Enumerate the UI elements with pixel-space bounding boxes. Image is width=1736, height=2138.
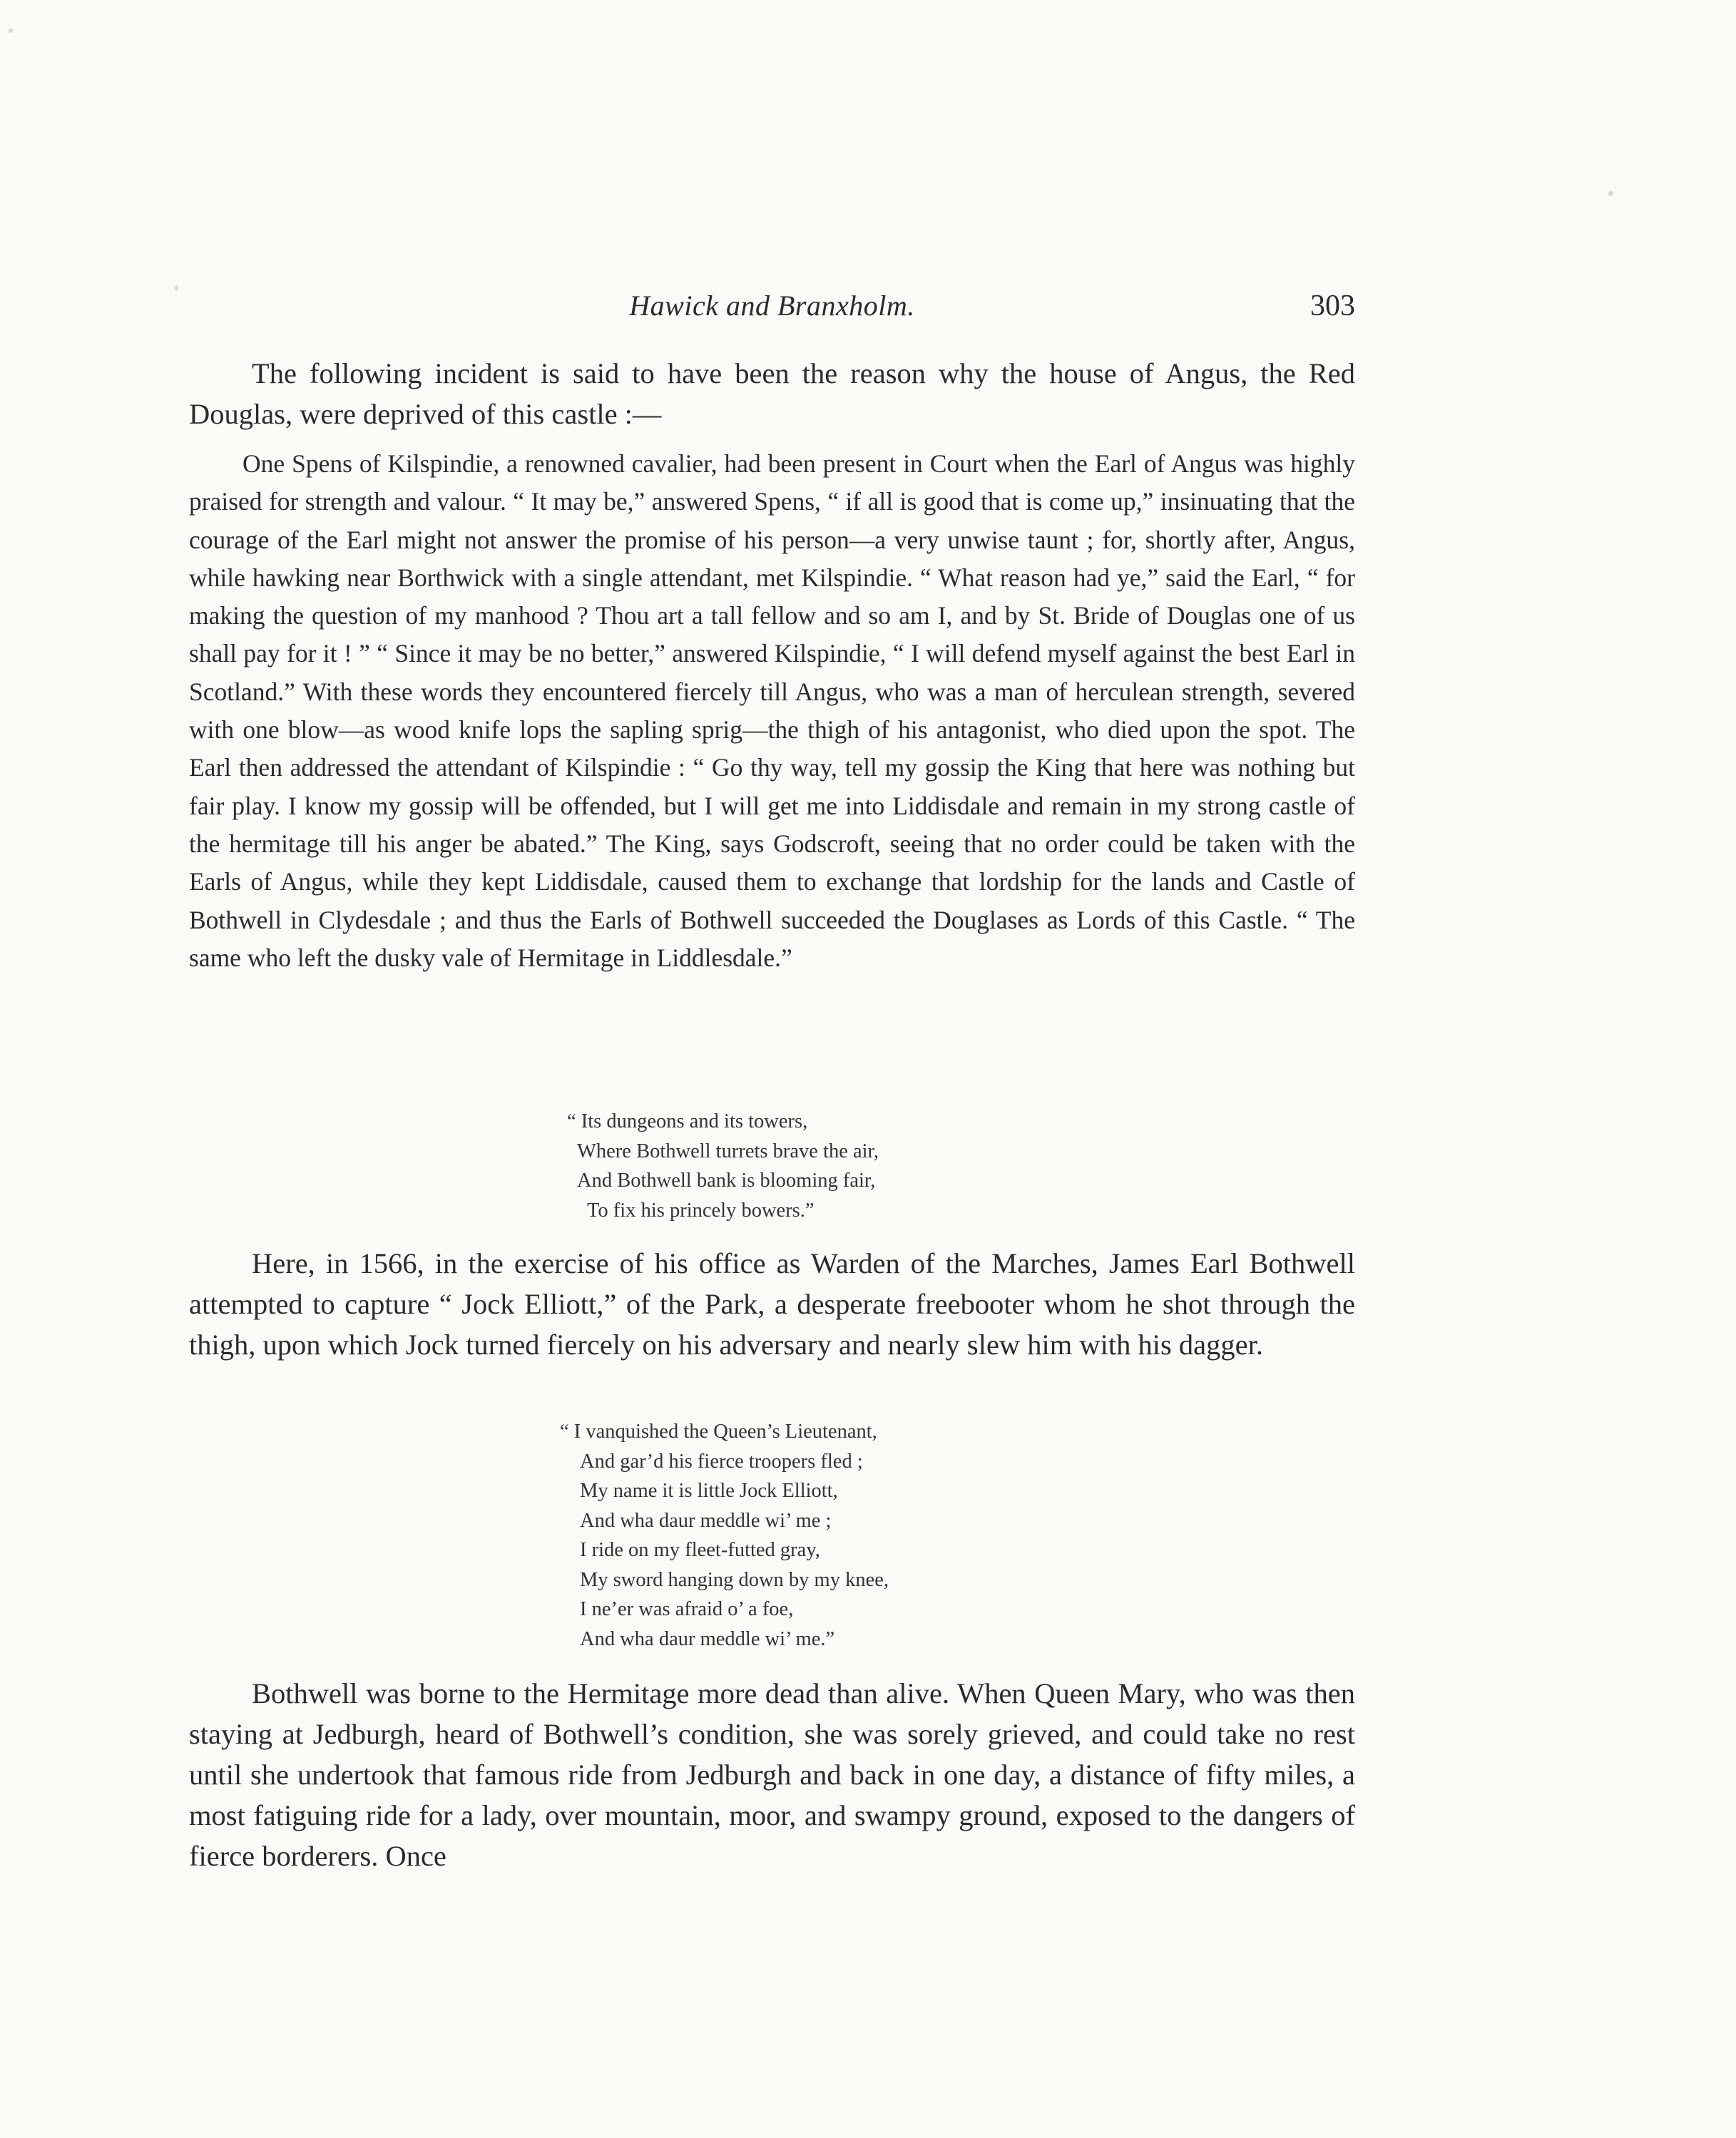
paper-speck (175, 285, 178, 291)
page-number: 303 (1310, 290, 1355, 322)
kilspindie-paragraph: One Spens of Kilspindie, a renowned cavalier, had been present in Court when the Earl of Angus was highly praised for strength and valour. “ It may be,” answered Spens, “ if all is good that is come up,” insinuating that the courage of the Earl might not answer the promise of his person—a very unwise taunt ; for, shortly after, Angus, while hawking near Borthwick with a single attendant, met Kilspindie. “ What reason had ye,” said the Earl, “ for making the question of my manhood ? Thou art a tall fellow and so am I, and by St. Bride of Douglas one of us shall pay for it ! ” “ Since it may be no better,” answered Kilspindie, “ I will defend myself against the best Earl in Scotland.” With these words they encountered fiercely till Angus, who was a man of herculean strength, severed with one blow—as wood knife lops the sapling sprig—the thigh of his antagonist, who died upon the spot. The Earl then addressed the attendant of Kilspindie : “ Go thy way, tell my gossip the King that here was nothing but fair play. I know my gossip will be offended, but I will get me into Liddisdale and remain in my strong castle of the hermitage till his anger be abated.” The King, says Godscroft, seeing that no order could be taken with the Earls of Angus, while they kept Liddisdale, caused them to exchange that lordship for the lands and Castle of Bothwell in Clydesdale ; and thus the Earls of Bothwell succeeded the Douglases as Lords of this Castle. “ The same who left the dusky vale of Hermitage in Liddlesdale.” (189, 449, 1355, 972)
paper-speck (1608, 191, 1613, 196)
verse-line: And gar’d his fierce troopers fled ; (580, 1450, 863, 1473)
verse-line: I ride on my fleet-futted gray, (580, 1539, 820, 1561)
verse-line: I ne’er was afraid o’ a foe, (580, 1598, 794, 1620)
verse-line: My sword hanging down by my knee, (580, 1568, 889, 1591)
running-title: Hawick and Branxholm. (629, 290, 915, 322)
verse-line: Where Bothwell turrets brave the air, (577, 1140, 879, 1162)
verse-bothwell-towers (567, 1107, 879, 1225)
verse-jock-elliott (560, 1417, 889, 1654)
jock-elliott-paragraph: Here, in 1566, in the exercise of his office as Warden of the Marches, James Earl Bothwell attempted to capture “ Jock Elliott,” of the Park, a desperate freebooter whom he shot through the thigh, upon which Jock turned fiercely on his adversary and nearly slew him with his dagger. (189, 1247, 1355, 1361)
verse-line: To fix his princely bowers.” (587, 1199, 815, 1222)
verse-line: My name it is little Jock Elliott, (580, 1480, 838, 1502)
verse-line: And Bothwell bank is blooming fair, (577, 1170, 876, 1192)
paper-speck (9, 29, 13, 33)
verse-line: And wha daur meddle wi’ me.” (580, 1627, 835, 1650)
verse-line: And wha daur meddle wi’ me ; (580, 1509, 832, 1532)
page-header (189, 289, 1355, 332)
verse-line: “ I vanquished the Queen’s Lieutenant, (560, 1421, 877, 1443)
queen-mary-paragraph: Bothwell was borne to the Hermitage more dead than alive. When Queen Mary, who was then staying at Jedburgh, heard of Bothwell’s condition, she was sorely grieved, and could take no rest until she undertook that famous ride from Jedburgh and back in one day, a distance of fifty miles, a most fatiguing ride for a lady, over mountain, moor, and swampy ground, exposed to the dangers of fierce borderers. Once (189, 1677, 1355, 1872)
intro-paragraph: The following incident is said to have been the reason why the house of Angus, the Red Douglas, were deprived of this castle :— (189, 357, 1355, 430)
verse-line: “ Its dungeons and its towers, (567, 1110, 808, 1132)
